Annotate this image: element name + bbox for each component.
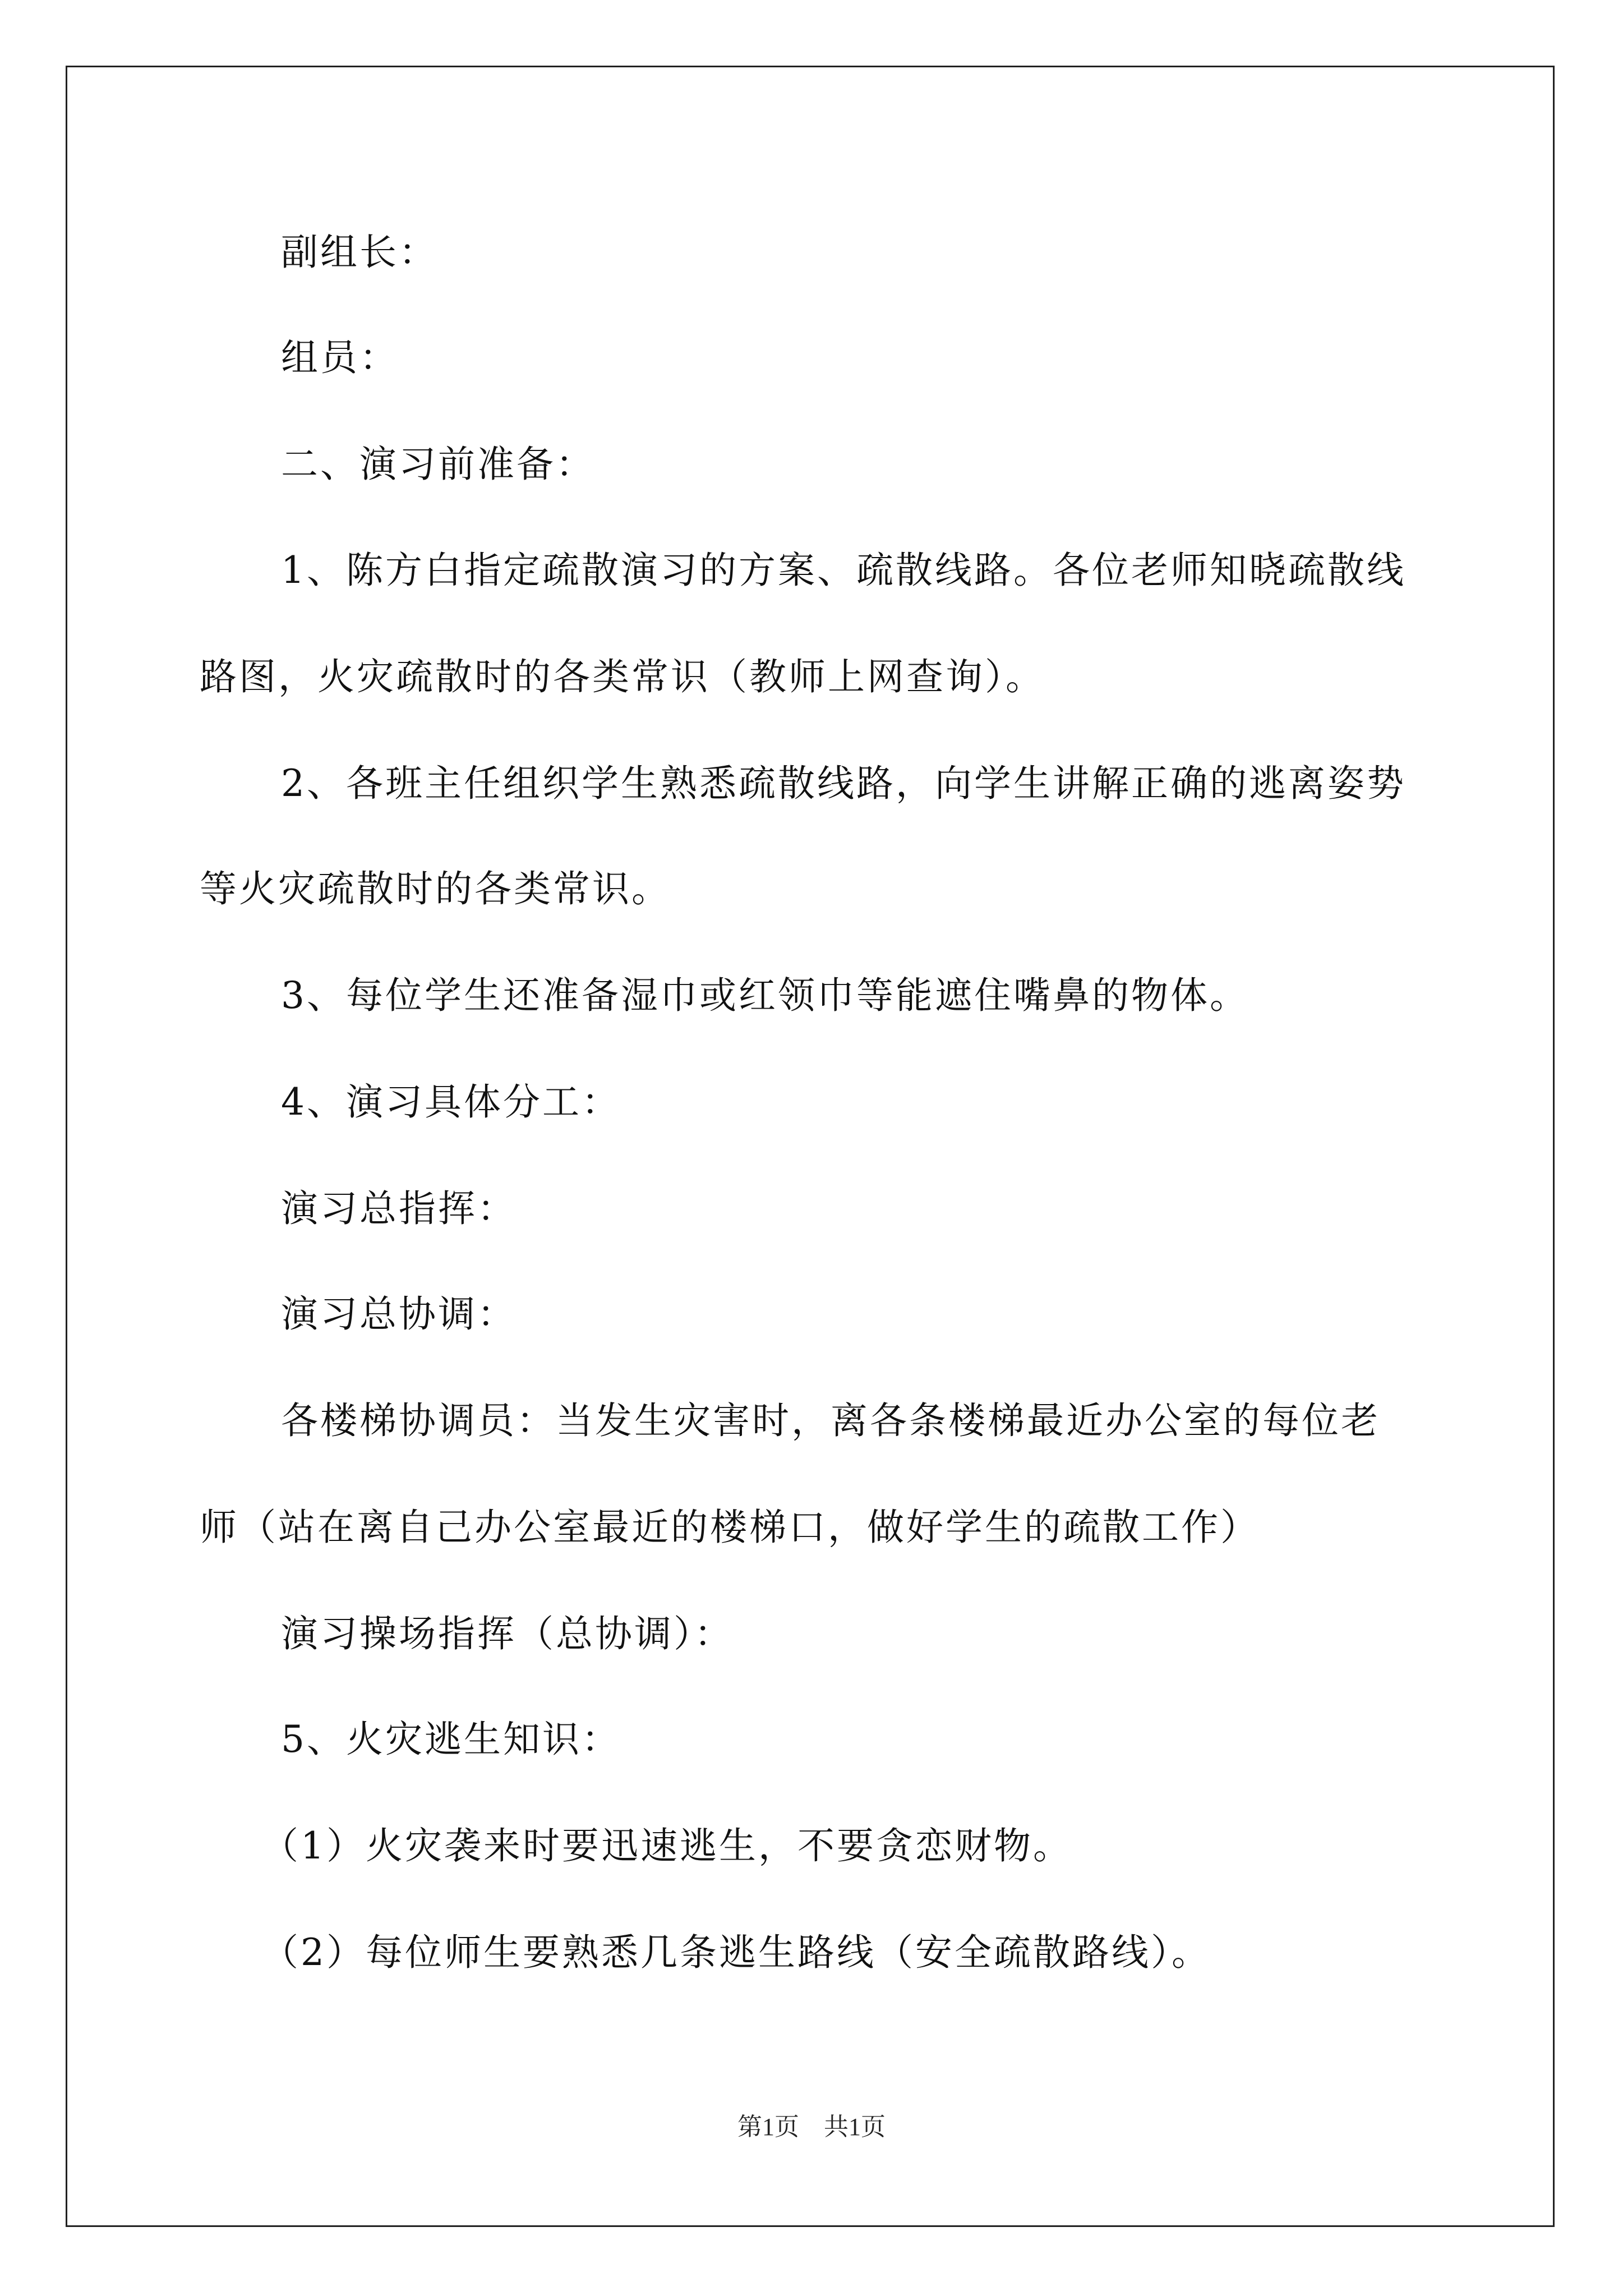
- paragraph-commander: 演习总指挥：: [281, 1187, 517, 1230]
- paragraph-item-4: 4、演习具体分工：: [281, 1080, 621, 1124]
- page-number-footer: 第1页 共1页: [737, 2113, 886, 2141]
- paragraph-members: 组员：: [281, 336, 399, 379]
- paragraph-section-two-heading: 二、演习前准备：: [281, 443, 595, 486]
- paragraph-coordinator: 演习总协调：: [281, 1292, 517, 1336]
- paragraph-item-1-line-1: 1、陈方白指定疏散演习的方案、疏散线路。各位老师知晓疏散线: [281, 549, 1406, 592]
- paragraph-item-2-line-1: 2、各班主任组织学生熟悉疏散线路，向学生讲解正确的逃离姿势: [281, 762, 1406, 805]
- paragraph-knowledge-2: （2）每位师生要熟悉几条逃生路线（安全疏散路线）。: [261, 1931, 1211, 1974]
- paragraph-item-3: 3、每位学生还准备湿巾或红领巾等能遮住嘴鼻的物体。: [281, 974, 1249, 1017]
- paragraph-knowledge-1: （1）火灾袭来时要迅速逃生，不要贪恋财物。: [261, 1824, 1072, 1867]
- paragraph-item-2-line-2: 等火灾疏散时的各类常识。: [200, 867, 671, 910]
- paragraph-playground-commander: 演习操场指挥（总协调）：: [281, 1612, 734, 1655]
- paragraph-item-1-line-2: 路图，火灾疏散时的各类常识（教师上网查询）。: [200, 655, 1045, 698]
- paragraph-deputy-leader: 副组长：: [281, 231, 438, 274]
- paragraph-stair-coordinators-line-2: 师（站在离自己办公室最近的楼梯口，做好学生的疏散工作）: [200, 1506, 1260, 1549]
- paragraph-stair-coordinators-line-1: 各楼梯协调员：当发生灾害时，离各条楼梯最近办公室的每位老: [281, 1399, 1380, 1442]
- paragraph-item-5: 5、火灾逃生知识：: [281, 1718, 621, 1761]
